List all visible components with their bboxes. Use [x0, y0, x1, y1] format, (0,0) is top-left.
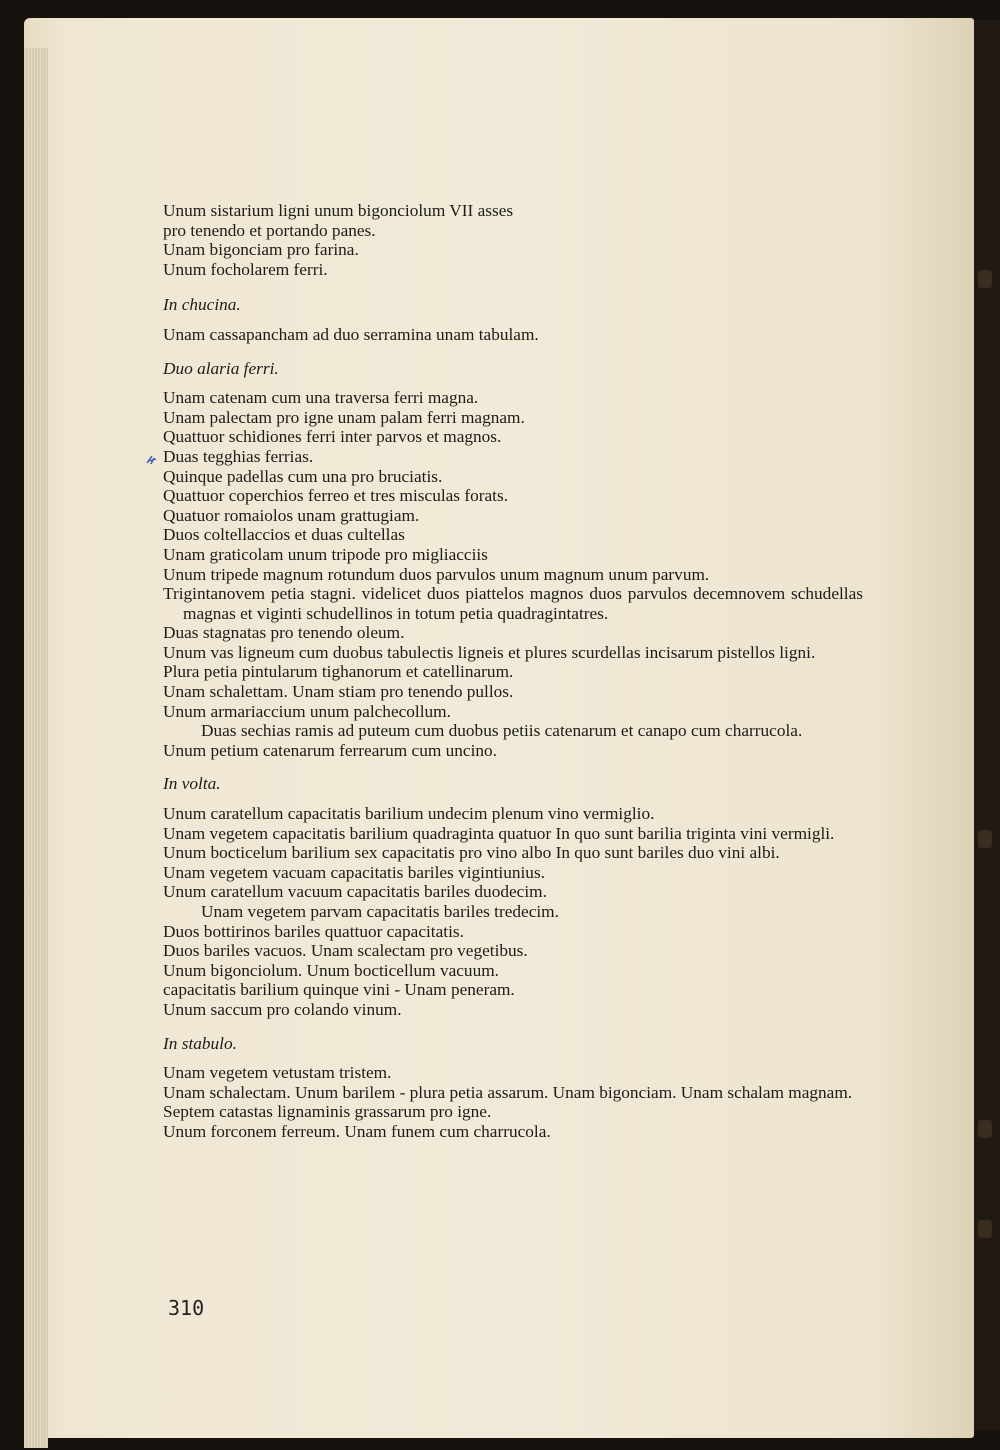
page-edge-left: [24, 48, 48, 1448]
text-line: Septem catastas lignaminis grassarum pro igne.: [163, 1102, 492, 1122]
text-line: Unam schalettam. Unam stiam pro tenendo pullos.: [163, 682, 514, 702]
text-line: Unum saccum pro colando vinum.: [163, 999, 402, 1019]
text-line: Unum bigonciolum. Unum bocticellum vacuum.: [163, 960, 499, 980]
section-heading-stabulo: In stabulo.: [163, 1033, 237, 1053]
text-line: Quatuor romaiolos unam grattugiam.: [163, 505, 420, 525]
text-line: Unum caratellum capacitatis barilium undecim plenum vino vermiglio.: [163, 804, 655, 824]
text-line: Unum tripede magnum rotundum duos parvulos unum magnum unum parvum.: [163, 564, 710, 584]
page-edge-right: [974, 20, 1000, 1430]
section-heading-volta: In volta.: [163, 774, 221, 794]
text-line: Trigintanovem petia stagni. videlicet duos piattelos magnos duos parvulos decemnovem schudellas magnas et viginti schudellinos in totum petia quadragintatres.: [163, 584, 863, 623]
text-line: Unam vegetem parvam capacitatis bariles tredecim.: [201, 902, 559, 921]
text-line: Plura petia pintularum tighanorum et catellinarum.: [163, 662, 514, 682]
text-line: Unum sistarium ligni unum bigonciolum VII asses: [163, 201, 514, 220]
text-line: Quinque padellas cum una pro bruciatis.: [163, 466, 443, 486]
text-line: Unam vegetem capacitatis barilium quadraginta quatuor In quo sunt barilia triginta vini vermigli.: [163, 823, 835, 843]
text-line: Duas sechias ramis ad puteum cum duobus petiis catenarum et canapo cum charrucola.: [201, 721, 803, 741]
text-line: Unam graticolam unum tripode pro migliacciis: [163, 544, 488, 564]
text-line: Quattuor coperchios ferreo et tres misculas forats.: [163, 486, 509, 506]
text-line: Unum petium catenarum ferrearum cum uncino.: [163, 740, 497, 760]
text-line: Unum caratellum vacuum capacitatis bariles duodecim.: [163, 882, 547, 902]
text-line: Duas tegghias ferrias.: [163, 446, 314, 466]
text-line: Unum vas ligneum cum duobus tabulectis ligneis et plures scurdellas incisarum pistellos ligni.: [163, 642, 816, 662]
text-line: Unam schalectam. Unum barilem - plura petia assarum. Unam bigonciam. Unam schalam magnam.: [163, 1082, 853, 1102]
text-line: Unam palectam pro igne unam palam ferri magnam.: [163, 407, 525, 427]
text-line: Duos bottirinos bariles quattuor capacitatis.: [163, 921, 464, 941]
text-line: Unam bigonciam pro farina.: [163, 240, 359, 260]
text-line: Quattuor schidiones ferri inter parvos et magnos.: [163, 427, 502, 447]
text-line: Duos coltellaccios et duas cultellas: [163, 525, 405, 545]
text-line: Unam vegetem vacuam capacitatis bariles vigintiunius.: [163, 862, 545, 882]
text-line: Duos bariles vacuos. Unam scalectam pro vegetibus.: [163, 941, 528, 961]
page-number: 310: [168, 1296, 205, 1320]
text-line: Unam cassapancham ad duo serramina unam tabulam.: [163, 324, 539, 344]
text-line: Unam vegetem vetustam tristem.: [163, 1063, 392, 1083]
section-heading-alaria: Duo alaria ferri.: [163, 358, 279, 378]
document-body: [163, 201, 863, 1142]
binding-mark: [978, 270, 992, 288]
section-heading-chucina: In chucina.: [163, 295, 241, 315]
text-line: pro tenendo et portando panes.: [163, 220, 376, 240]
text-line: capacitatis barilium quinque vini - Unam peneram.: [163, 980, 515, 1000]
text-line: Unam catenam cum una traversa ferri magna.: [163, 388, 479, 408]
pen-mark-icon: [145, 452, 159, 466]
text-line: Duas stagnatas pro tenendo oleum.: [163, 623, 405, 643]
text-line: Unum armariaccium unum palchecollum.: [163, 701, 451, 721]
binding-mark: [978, 830, 992, 848]
binding-mark: [978, 1120, 992, 1138]
text-line: Unum forconem ferreum. Unam funem cum charrucola.: [163, 1121, 551, 1141]
binding-mark: [978, 1220, 992, 1238]
text-line: Unum focholarem ferri.: [163, 259, 328, 279]
text-line: Unum bocticelum barilium sex capacitatis pro vino albo In quo sunt bariles duo vini albi.: [163, 843, 780, 863]
